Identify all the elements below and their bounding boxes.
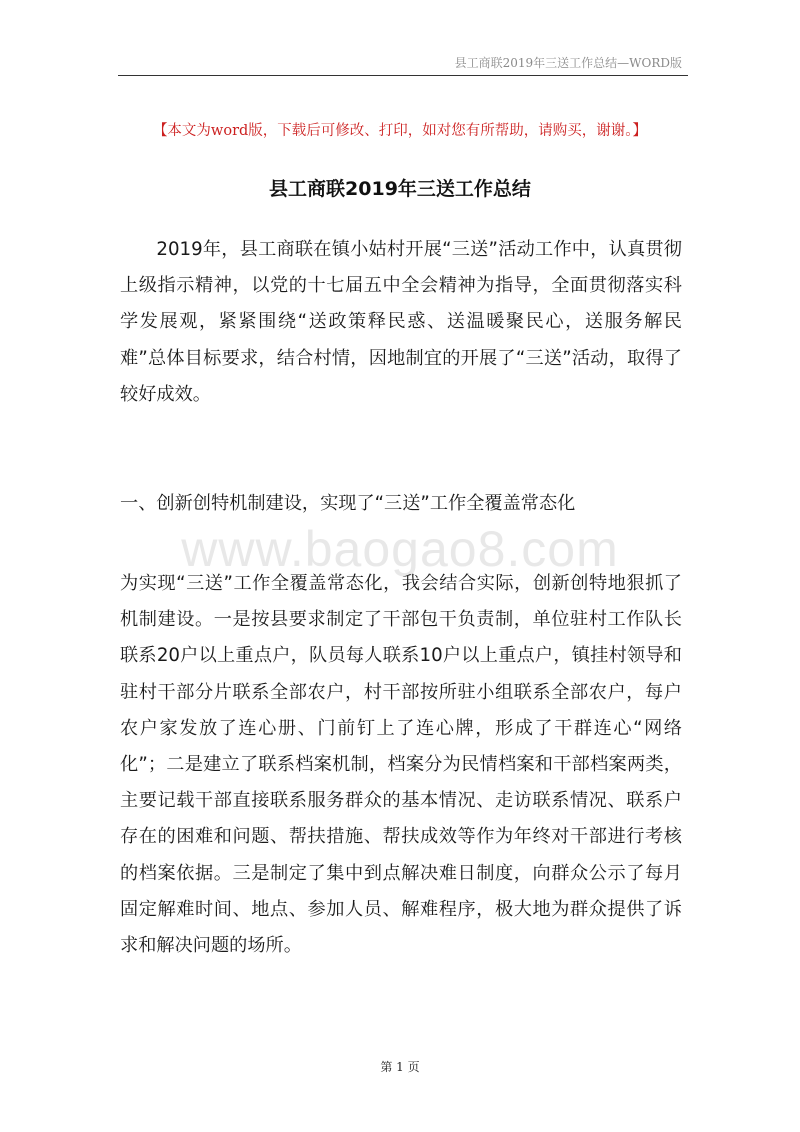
section-heading: 一、创新创特机制建设，实现了“三送”工作全覆盖常态化 [120, 493, 576, 514]
running-header: 县工商联2019年三送工作总结—WORD版 [454, 56, 682, 70]
section-paragraph: 为实现“三送”工作全覆盖常态化，我会结合实际，创新创特地狠抓了机制建设。一是按县要求制定了干部包干负责制，单位驻村工作队长联系20户以上重点户，队员每人联系10户以上重点户，镇挂村领导和驻村干部分片联系全部农户，村干部按所驻小组联系全部农户，每户农户家发放了连心册、门前钉上了连心牌，形成了干群连心“网络化”；二是建立了联系档案机制，档案分为民情档案和干部档案两类，主要记载干部直接联系服务群众的基本情况、走访联系情况、联系户存在的困难和问题、帮扶措施、帮扶成效等作为年终对干部进行考核的档案依据。三是制定了集中到点解决难日制度，向群众公示了每月固定解难时间、地点、参加人员、解难程序，极大地为群众提供了诉求和解决问题的场所。 [120, 573, 682, 957]
page-number: 第 1 页 [380, 1060, 420, 1074]
watermark: www.baogao8.com [181, 521, 619, 577]
header-divider [118, 75, 688, 76]
intro-paragraph: 2019年，县工商联在镇小姑村开展“三送”活动工作中，认真贯彻上级指示精神，以党的十七届五中全会精神为指导，全面贯彻落实科学发展观，紧紧围绕“送政策释民惑、送温暖聚民心，送服务解民难”总体目标要求，结合村情，因地制宜的开展了“三送”活动，取得了较好成效。 [120, 239, 682, 405]
purchase-notice: 【本文为word版，下载后可修改、打印，如对您有所帮助，请购买，谢谢。】 [152, 123, 648, 139]
document-title: 县工商联2019年三送工作总结 [269, 178, 531, 200]
